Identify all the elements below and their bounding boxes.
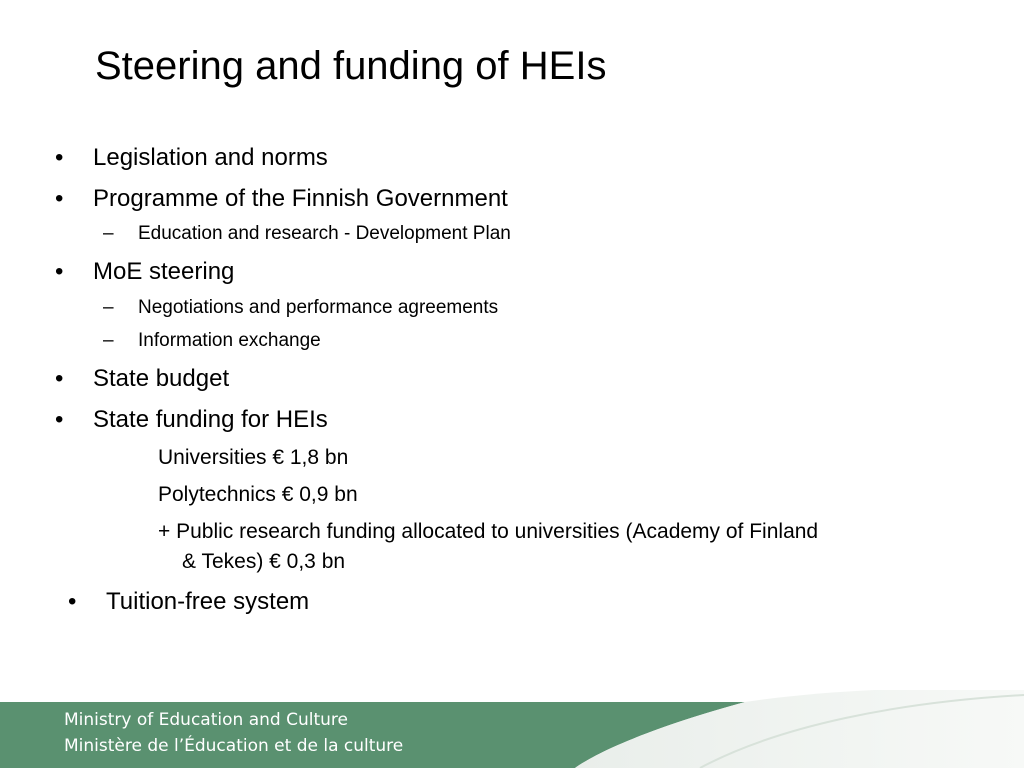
- dash-marker: –: [103, 297, 114, 318]
- funding-polytechnics: Polytechnics € 0,9 bn: [158, 483, 358, 506]
- list-item-text: Information exchange: [138, 330, 321, 351]
- bullet-marker: •: [68, 588, 77, 615]
- list-item-text: State funding for HEIs: [93, 406, 328, 433]
- bullet-marker: •: [55, 185, 64, 212]
- dash-marker: –: [103, 223, 114, 244]
- slide-title: Steering and funding of HEIs: [95, 44, 607, 88]
- funding-research-continued: & Tekes) € 0,3 bn: [182, 550, 346, 573]
- list-item-text: MoE steering: [93, 258, 235, 285]
- bullet-marker: •: [55, 144, 64, 171]
- bullet-marker: •: [55, 365, 64, 392]
- ministry-name-en: Ministry of Education and Culture: [64, 710, 348, 730]
- list-item-text: Legislation and norms: [93, 144, 328, 171]
- ministry-name-fr: Ministère de l’Éducation et de la culture: [64, 736, 404, 756]
- list-item-text: Education and research - Development Plan: [138, 223, 511, 244]
- list-item-text: State budget: [93, 365, 230, 392]
- list-item-text: Tuition-free system: [106, 588, 310, 615]
- bullet-marker: •: [55, 258, 64, 285]
- funding-research: + Public research funding allocated to universities (Academy of Finland: [158, 520, 819, 543]
- list-item-text: Programme of the Finnish Government: [93, 185, 508, 212]
- funding-universities: Universities € 1,8 bn: [158, 446, 349, 469]
- list-item-text: Negotiations and performance agreements: [138, 297, 499, 318]
- footer-band: [0, 690, 1024, 768]
- dash-marker: –: [103, 330, 114, 351]
- bullet-marker: •: [55, 406, 64, 433]
